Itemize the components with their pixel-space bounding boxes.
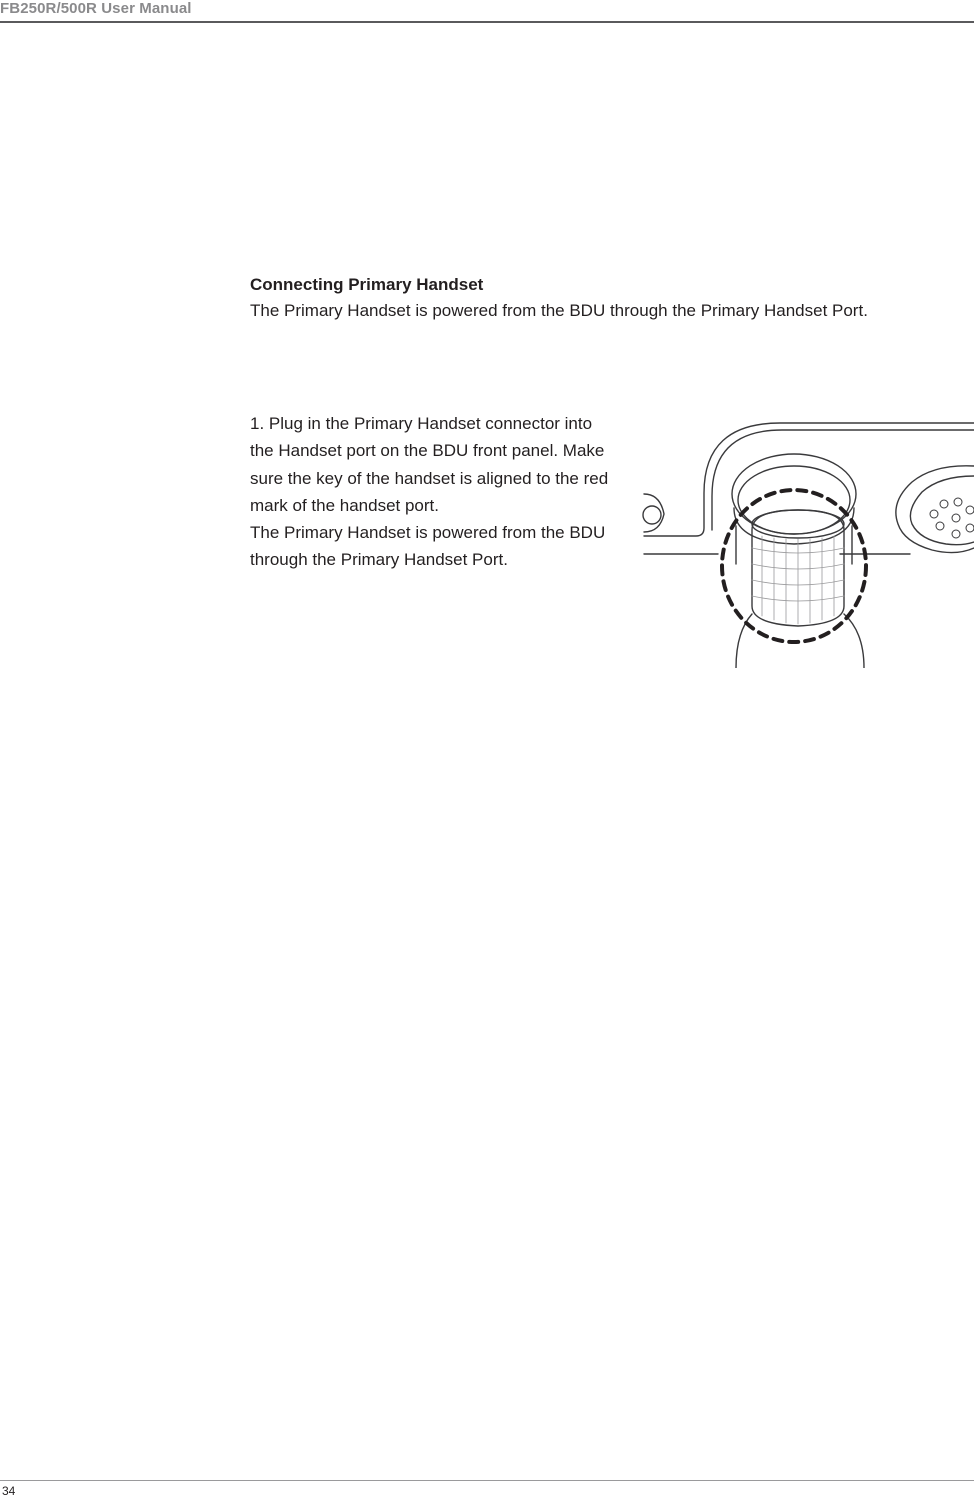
running-header: FB250R/500R User Manual bbox=[0, 0, 192, 17]
adjacent-port bbox=[896, 466, 974, 553]
page-number: 34 bbox=[2, 1484, 16, 1498]
step-instruction: 1. Plug in the Primary Handset connector into the Handset port on the BDU front panel. Make sure the key of the handset is aligned to the red mark of the handset port. bbox=[250, 414, 609, 515]
section-intro: The Primary Handset is powered from the BDU through the Primary Handset Port. bbox=[250, 301, 868, 320]
step-note: The Primary Handset is powered from the BDU through the Primary Handset Port. bbox=[250, 523, 606, 570]
header-rule bbox=[0, 21, 974, 23]
panel-outline bbox=[644, 423, 974, 536]
step-1 bbox=[250, 410, 618, 574]
port-pins bbox=[930, 498, 974, 538]
section-heading: Connecting Primary Handset bbox=[250, 275, 484, 294]
footer-rule bbox=[0, 1480, 974, 1481]
cable-boot bbox=[736, 614, 752, 668]
handset-connector-illustration bbox=[640, 418, 974, 668]
